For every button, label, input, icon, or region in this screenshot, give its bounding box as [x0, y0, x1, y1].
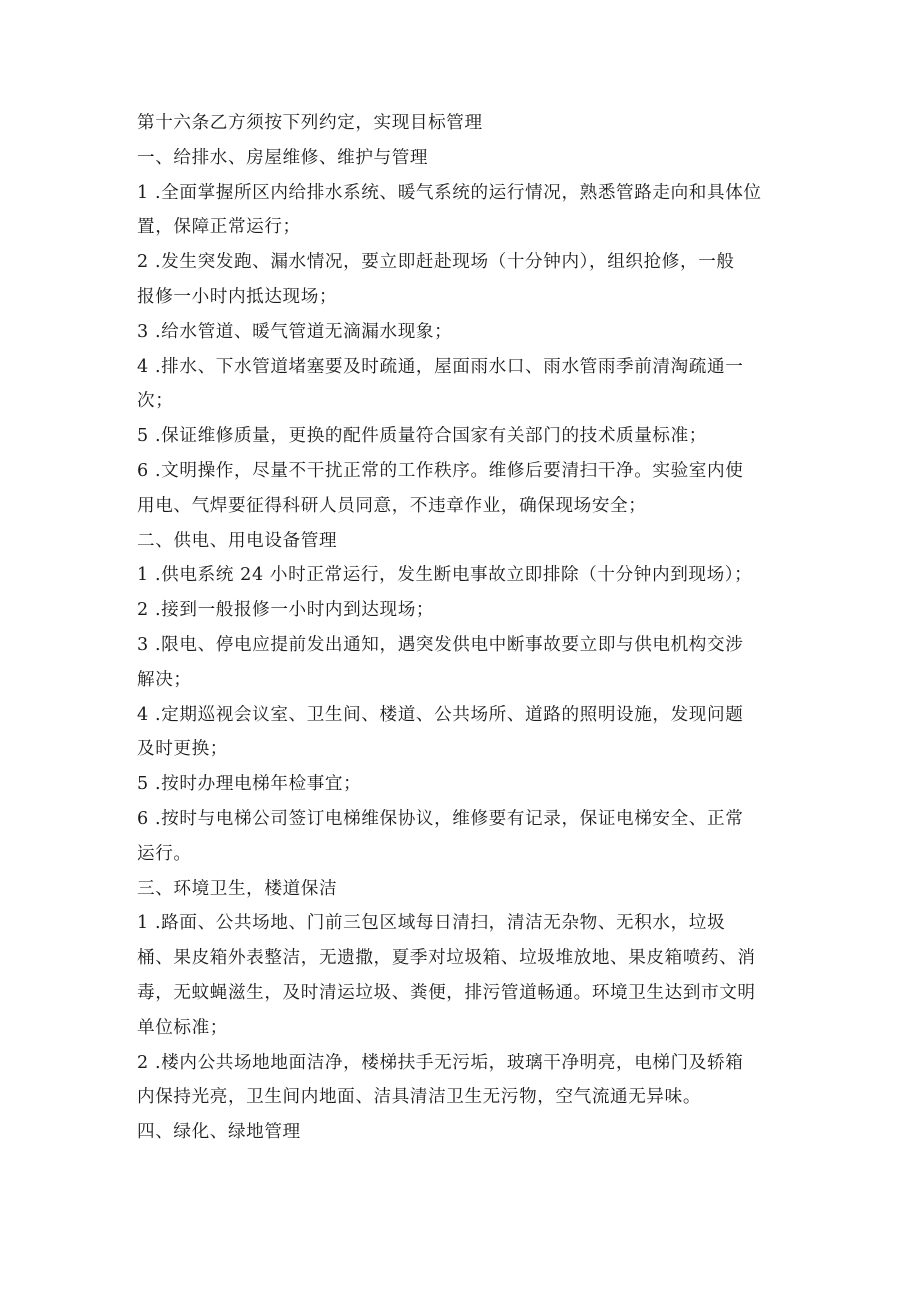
- section-heading-3: 三、环境卫生，楼道保洁: [137, 878, 338, 899]
- paragraph-line: 置，保障正常运行；: [137, 217, 301, 238]
- paragraph-line: 3 .限电、停电应提前发出通知，遇突发供电中断事故要立即与供电机构交涉: [137, 634, 744, 655]
- paragraph-line: 6 .文明操作，尽量不干扰正常的工作秩序。维修后要清扫干净。实验室内使: [137, 460, 744, 481]
- paragraph-line: 解决；: [137, 669, 192, 690]
- document-body: [137, 106, 797, 1150]
- paragraph-line: 运行。: [137, 843, 192, 864]
- paragraph-line: 4 .排水、下水管道堵塞要及时疏通，屋面雨水口、雨水管雨季前清淘疏通一: [137, 356, 744, 377]
- paragraph-line: 2 .发生突发跑、漏水情况，要立即赶赴现场（十分钟内），组织抢修，一般: [137, 252, 735, 273]
- paragraph-line: 次；: [137, 391, 174, 412]
- paragraph-line: 2 .楼内公共场地地面洁净，楼梯扶手无污垢，玻璃干净明亮，电梯门及轿箱: [137, 1052, 744, 1073]
- paragraph-line: 及时更换；: [137, 739, 228, 760]
- section-heading-4: 四、绿化、绿地管理: [137, 1122, 301, 1143]
- paragraph-line: 1 .路面、公共场地、门前三包区域每日清扫，清洁无杂物、无积水，垃圾: [137, 913, 726, 934]
- paragraph-line: 1 .供电系统 24 小时正常运行，发生断电事故立即排除（十分钟内到现场）；: [137, 565, 753, 586]
- paragraph-line: 5 .保证维修质量，更换的配件质量符合国家有关部门的技术质量标准；: [137, 426, 707, 447]
- paragraph-line: 毒，无蚊蝇滋生，及时清运垃圾、粪便，排污管道畅通。环境卫生达到市文明: [137, 982, 756, 1003]
- paragraph-line: 4 .定期巡视会议室、卫生间、楼道、公共场所、道路的照明设施，发现问题: [137, 704, 744, 725]
- paragraph-line: 报修一小时内抵达现场；: [137, 286, 338, 307]
- paragraph-line: 桶、果皮箱外表整洁，无遗撒，夏季对垃圾箱、垃圾堆放地、果皮箱喷药、消: [137, 948, 756, 969]
- section-heading-2: 二、供电、用电设备管理: [137, 530, 338, 551]
- paragraph-line: 1 .全面掌握所区内给排水系统、暖气系统的运行情况，熟悉管路走向和具体位: [137, 182, 762, 203]
- paragraph-line: 单位标准；: [137, 1017, 228, 1038]
- paragraph-line: 6 .按时与电梯公司签订电梯维保协议，维修要有记录，保证电梯安全、正常: [137, 808, 744, 829]
- paragraph-line: 3 .给水管道、暖气管道无滴漏水现象；: [137, 321, 453, 342]
- article-heading: 第十六条乙方须按下列约定，实现目标管理: [137, 113, 483, 133]
- paragraph-line: 5 .按时办理电梯年检事宜；: [137, 774, 362, 795]
- paragraph-line: 内保持光亮，卫生间内地面、洁具清洁卫生无污物，空气流通无异味。: [137, 1087, 702, 1108]
- paragraph-line: 用电、气焊要征得科研人员同意，不违章作业，确保现场安全；: [137, 495, 647, 516]
- paragraph-line: 2 .接到一般报修一小时内到达现场；: [137, 600, 435, 621]
- section-heading-1: 一、给排水、房屋维修、维护与管理: [137, 147, 429, 168]
